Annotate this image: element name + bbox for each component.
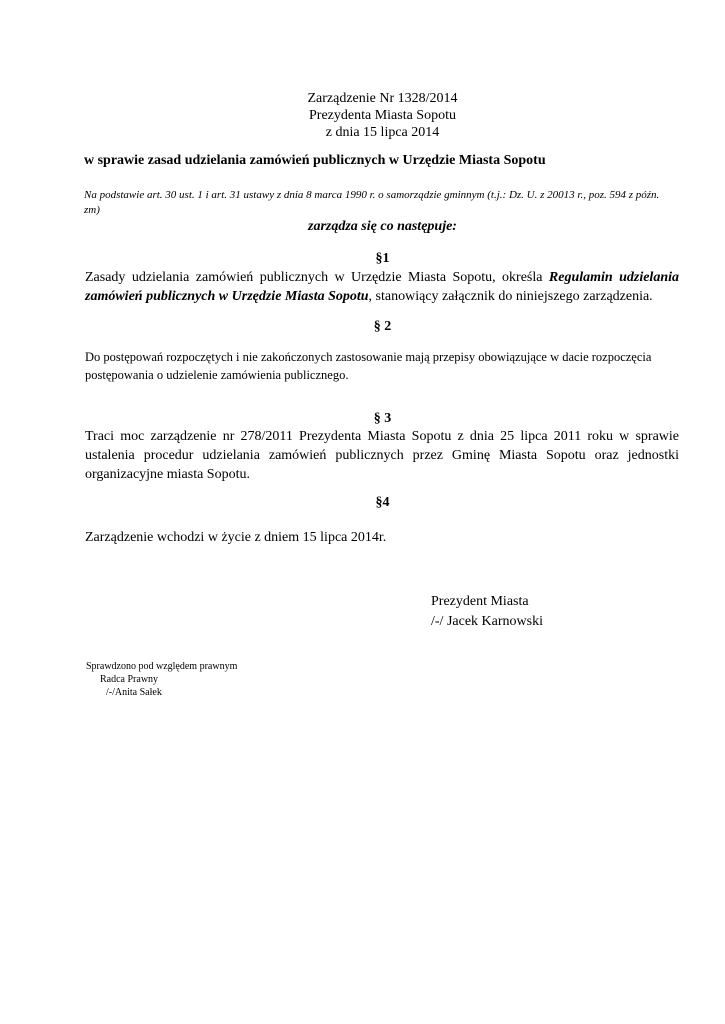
order-number: Zarządzenie Nr 1328/2014	[307, 91, 458, 106]
section-2-text: Do postępowań rozpoczętych i nie zakończonych zastosowanie mają przepisy obowiązujące w dacie rozpoczęcia postępowania o udzielenie zamówienia publicznego.	[85, 350, 652, 382]
regulation-title: Regulamin udzielania zamówień publicznych w Urzędzie Miasta Sopotu	[85, 270, 679, 304]
legal-basis: Na podstawie art. 30 ust. 1 i art. 31 ustawy z dnia 8 marca 1990 r. o samorządzie gminnym (t.j.: Dz. U. z 20013 r., poz. 594 z późn. zm)	[84, 189, 660, 216]
legal-counsel-name: /-/Anita Sałek	[106, 687, 162, 698]
issuer-title: Prezydenta Miasta Sopotu	[309, 108, 456, 123]
legal-check-line: Sprawdzono pod względem prawnym	[86, 661, 238, 672]
order-date: z dnia 15 lipca 2014	[325, 125, 440, 140]
section-4-sign: §4	[375, 495, 390, 510]
legal-counsel-title: Radca Prawny	[100, 674, 159, 685]
section-1-text-before: Zasady udzielania zamówień publicznych w Urzędzie Miasta Sopotu, określa	[85, 270, 549, 285]
signature-block	[431, 592, 543, 632]
section-4-text: Zarządzenie wchodzi w życie z dniem 15 lipca 2014r.	[85, 530, 387, 545]
section-3-text: Traci moc zarządzenie nr 278/2011 Prezydenta Miasta Sopotu z dnia 25 lipca 2011 roku w sprawie ustalenia procedur udzielania zamówień publicznych przez Gminę Miasta Sopotu oraz jednostki organizacyjne miasta Sopotu.	[85, 429, 679, 482]
section-2-sign: § 2	[373, 319, 392, 334]
section-1-text	[85, 268, 679, 306]
section-1-text-after: , stanowiący załącznik do niniejszego zarządzenia.	[368, 289, 653, 304]
legal-check-block	[86, 660, 237, 699]
signature-title: Prezydent Miasta	[431, 594, 529, 609]
signature-name: /-/ Jacek Karnowski	[431, 614, 543, 629]
section-3-sign: § 3	[373, 411, 392, 426]
order-subject: w sprawie zasad udzielania zamówień publicznych w Urzędzie Miasta Sopotu	[84, 153, 546, 168]
ordains-heading: zarządza się co następuje:	[308, 219, 457, 234]
section-1-sign: §1	[375, 251, 390, 266]
